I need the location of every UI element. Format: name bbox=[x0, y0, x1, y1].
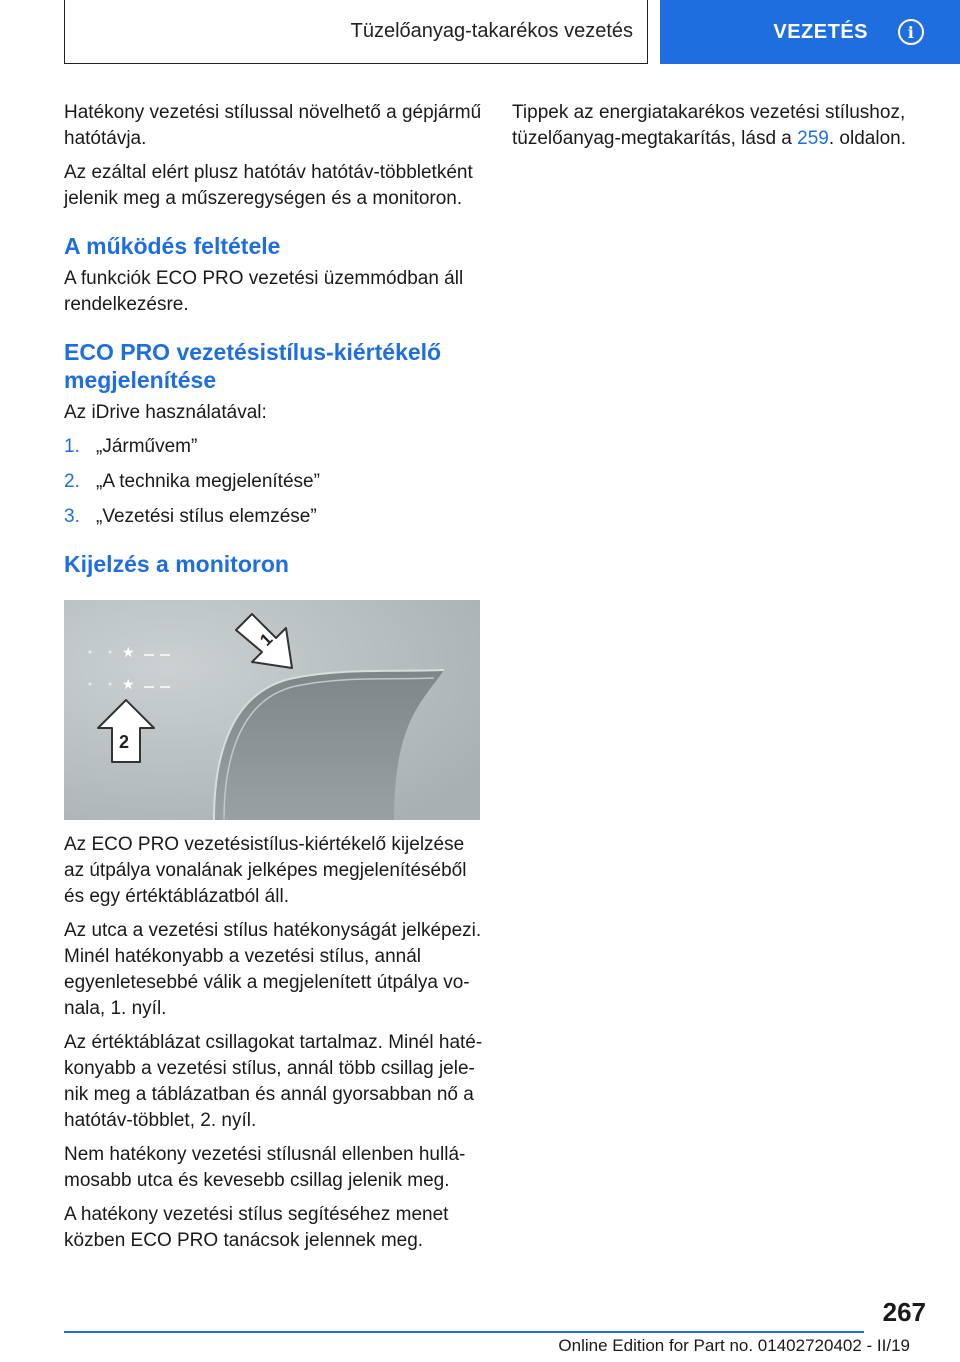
svg-text:★: ★ bbox=[122, 677, 135, 693]
list-item: 1. „Járművem” bbox=[64, 436, 198, 457]
body-paragraph-2: Az utca a vezetési stílus hatékonyságát jelképezi. Minél hatékonyabb a vezetési stílus, annál egyenletesebbé válik a megjelenített útpálya vo‐nala, 1. nyíl. bbox=[64, 920, 482, 1019]
heading-monitor: Kijelzés a monitoron bbox=[64, 551, 289, 577]
list-item: 3. „Vezetési stílus elemzése” bbox=[64, 506, 317, 527]
heading-condition: A működés feltétele bbox=[64, 233, 281, 259]
body-paragraph-1: Az ECO PRO vezetésistílus-kiértékelő kijelzése az útpálya vonalának jelképes megjelenítéséből és egy értéktáblázatból áll. bbox=[64, 834, 467, 907]
right-column bbox=[512, 100, 912, 160]
tip-paragraph: Tippek az energiatakarékos vezetési stílushoz, tüzelőanyag-megtakarítás, lásd a 259. oldalon. bbox=[512, 102, 906, 149]
condition-text: A funkciók ECO PRO vezetési üzemmódban áll rendelkezésre. bbox=[64, 268, 464, 315]
intro-paragraph-1: Hatékony vezetési stílussal növelhető a gépjármű hatótávja. bbox=[64, 102, 482, 149]
steps-list bbox=[64, 434, 484, 530]
body-paragraph-5: A hatékony vezetési stílus segítéséhez menet közben ECO PRO tanácsok jelennek meg. bbox=[64, 1204, 449, 1251]
list-item: 2. „A technika megjelenítése” bbox=[64, 471, 320, 492]
svg-text:★: ★ bbox=[122, 645, 135, 661]
arrow-1-label: 1 bbox=[256, 629, 277, 650]
eco-pro-display-illustration bbox=[64, 600, 480, 820]
chapter-title: VEZETÉS bbox=[773, 20, 868, 43]
chapter-tab[interactable] bbox=[660, 0, 960, 64]
heading-display: ECO PRO vezetésistílus-kiértékelő megjelenítése bbox=[64, 339, 442, 393]
running-header bbox=[64, 0, 648, 64]
page-link[interactable]: 259 bbox=[797, 128, 829, 149]
left-column bbox=[64, 100, 484, 1262]
body-paragraph-4: Nem hatékony vezetési stílusnál ellenben hullá‐mosabb utca és kevesebb csillag jelenik meg. bbox=[64, 1144, 466, 1191]
footer-divider bbox=[64, 1331, 864, 1333]
intro-paragraph-2: Az ezáltal elért plusz hatótáv hatótáv-többletként jelenik meg a műszeregységen és a monitoron. bbox=[64, 162, 473, 209]
section-title: Tüzelőanyag-takarékos vezetés bbox=[350, 20, 633, 42]
idrive-text: Az iDrive használatával: bbox=[64, 402, 267, 423]
arrow-2-label: 2 bbox=[119, 732, 130, 752]
info-icon[interactable]: i bbox=[898, 19, 924, 45]
page-number: 267 bbox=[882, 1297, 926, 1327]
eco-pro-display-figure bbox=[64, 600, 480, 820]
body-paragraph-3: Az értéktáblázat csillagokat tartalmaz. Minél haté‐konyabb a vezetési stílus, annál több csillag jele‐nik meg a táblázatban és annál gyorsabban nő a hatótáv-többlet, 2. nyíl. bbox=[64, 1032, 483, 1131]
edition-text: Online Edition for Part no. 01402720402 - II/19 bbox=[558, 1336, 910, 1355]
